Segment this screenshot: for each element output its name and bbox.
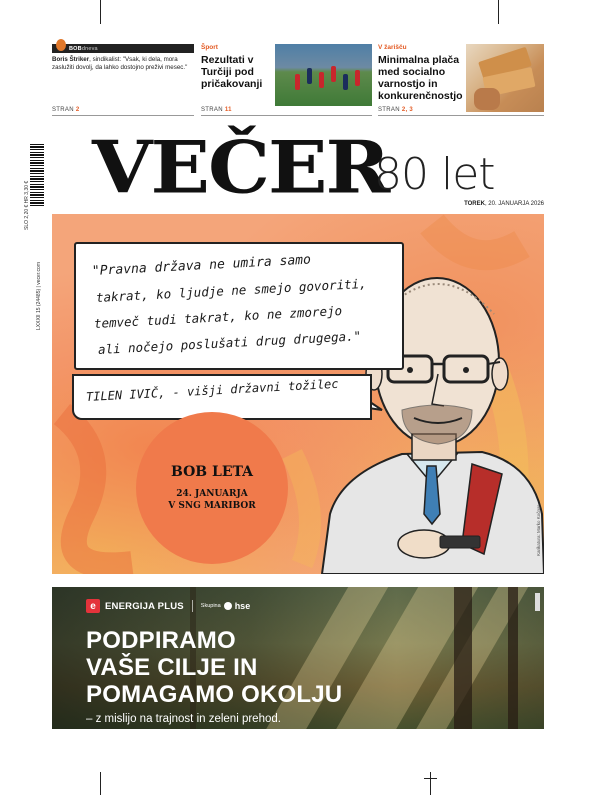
crop-mark-top	[498, 0, 499, 24]
crop-mark-bottom	[430, 772, 431, 795]
brand-name: ENERGIJA PLUS	[105, 600, 184, 612]
event-date: 24. JANUARJA	[176, 489, 248, 499]
quote-line: temveč tudi takrat, ko ne zmorejo	[93, 303, 343, 331]
crop-mark-bottom	[100, 772, 101, 795]
page-ref: STRAN 2	[52, 107, 80, 113]
issue-label: LXXXII 15 (24485) | vecer.com	[36, 261, 42, 330]
divider	[378, 115, 544, 116]
teaser-title: Rezultati v Turčiji pod pričakovanji	[201, 54, 263, 90]
money-photo	[466, 44, 544, 112]
tree-trunk	[454, 587, 472, 729]
energija-plus-ad[interactable]	[52, 587, 544, 729]
teaser-kicker: Šport	[201, 44, 218, 51]
teaser-quote: Boris Štriker, sindikalist: "Vsak, ki dela, mora zaslužiti dovolj, da lahko dostojno preživi mesec."	[52, 56, 188, 71]
divider	[192, 600, 193, 612]
teaser-kicker: V žarišču	[378, 44, 407, 51]
event-venue: V SNG MARIBOR	[168, 501, 256, 511]
football-photo	[275, 44, 372, 106]
teaser-sport[interactable]	[201, 44, 372, 116]
page-ref: STRAN 11	[201, 107, 232, 113]
masthead-title: VEČER	[92, 126, 389, 210]
page-ref: STRAN 2, 3	[378, 107, 414, 113]
quote-line: "Pravna država ne umira samo	[91, 252, 312, 279]
bob-leta-badge[interactable]	[136, 412, 288, 564]
hse-logo-icon	[224, 602, 232, 610]
group-name: hse	[234, 601, 251, 611]
price-label: SLO 2,20 € HR 3,30 €	[24, 180, 30, 230]
teaser-v-zariscu[interactable]	[378, 44, 544, 116]
ad-subline: – z mislijo na trajnost in zeleni prehod.	[86, 713, 281, 725]
teaser-bob-dneva[interactable]	[52, 44, 194, 116]
event-title: BOB LETA	[170, 464, 254, 480]
crop-mark-bottom	[424, 778, 437, 779]
quote-line: takrat, ko ljudje ne smejo govoriti,	[95, 275, 367, 305]
energija-plus-logo-icon: e	[86, 599, 100, 613]
divider	[201, 115, 372, 116]
ad-code-icon	[535, 593, 540, 611]
barcode	[30, 144, 44, 206]
divider	[52, 115, 194, 116]
teaser-title: Minimalna plača med socialno varnostjo in konkurenčnostjo	[378, 54, 463, 102]
crop-mark-top	[100, 0, 101, 24]
issue-date: TOREK, 20. JANUARJA 2026	[464, 201, 544, 207]
ad-headline: PODPIRAMO VAŠE CILJE IN POMAGAMO OKOLJU	[86, 627, 343, 708]
ad-brand	[86, 599, 250, 613]
cartoon-signature: TILEN IVIČ, - višji državni tožilec	[85, 376, 339, 404]
bob-logo-icon	[56, 39, 66, 51]
cartoon-credit: Karikatura: Marko Kočnar	[536, 504, 541, 556]
group-label: Skupina	[200, 603, 221, 609]
bob-dneva-bar: BOB dneva	[52, 44, 194, 53]
caricature-illustration	[52, 214, 544, 574]
anniversary-label: 80 let	[374, 149, 495, 200]
tree-trunk	[508, 587, 518, 729]
quote-line: ali nočejo poslušati drug drugega."	[97, 328, 362, 357]
